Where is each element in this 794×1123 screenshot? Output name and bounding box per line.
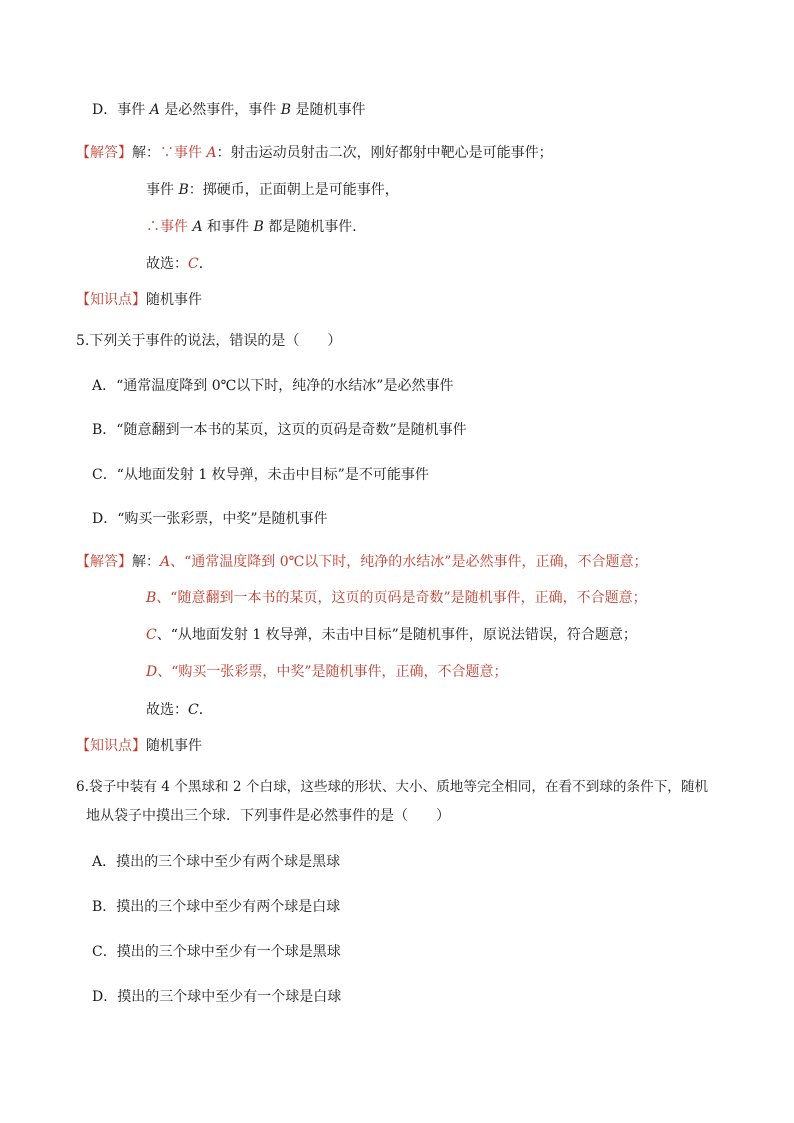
- knowledge-text: 随机事件: [146, 738, 202, 754]
- q6-option-b: B．摸出的三个球中至少有两个球是白球: [92, 899, 341, 915]
- answer-text: ：掷硬币，正面朝上是可能事件，: [188, 182, 399, 198]
- q4-answer-line-1: [76, 143, 553, 163]
- answer-text: 事件: [146, 182, 179, 198]
- answer-text: ∵事件: [160, 145, 207, 161]
- knowledge-tag: 【知识点】: [76, 292, 146, 308]
- q5-answer-line-3: [146, 625, 637, 645]
- var-b: B: [146, 590, 157, 606]
- answer-intro: 解：: [132, 554, 160, 570]
- answer-text: 和事件: [202, 219, 254, 235]
- q5-option-c: C．“从地面发射 1 枚导弹，未击中目标”是不可能事件: [92, 467, 429, 483]
- var-a: A: [206, 145, 217, 161]
- answer-text: ．: [198, 256, 213, 272]
- q6-stem-line-1: 6.袋子中装有 4 个黑球和 2 个白球，这些球的形状、大小、质地等完全相同，在看不到球的条件下，随机: [76, 779, 709, 795]
- q4-option-d: [92, 100, 365, 120]
- q4-answer-line-3: [146, 217, 366, 237]
- var-a: A: [149, 102, 160, 118]
- answer-text: 都是随机事件．: [263, 219, 367, 235]
- var-c: C: [146, 627, 157, 643]
- var-b: B: [178, 182, 189, 198]
- answer-text: 、“从地面发射 1 枚导弹，未击中目标”是随机事件，原说法错误，符合题意；: [156, 627, 637, 643]
- q5-answer-choice: [146, 700, 213, 720]
- q5-answer-line-4: [146, 662, 508, 682]
- choice-var: C: [188, 256, 199, 272]
- var-a: A: [160, 554, 171, 570]
- answer-text: ：射击运动员射击二次，刚好都射中靶心是可能事件；: [216, 145, 553, 161]
- q5-answer-line-2: [146, 588, 647, 608]
- q6-stem-line-2: 地从袋子中摸出三个球．下列事件是必然事件的是（ ）: [86, 808, 450, 824]
- var-d: D: [146, 664, 158, 680]
- answer-text: 、“随意翻到一本书的某页，这页的页码是奇数”是随机事件，正确，不合题意；: [156, 590, 647, 606]
- q5-knowledge-point: [76, 736, 202, 756]
- knowledge-tag: 【知识点】: [76, 738, 146, 754]
- answer-text: 故选：: [146, 256, 188, 272]
- q5-answer-line-1: [76, 552, 647, 572]
- answer-tag: 【解答】: [76, 554, 132, 570]
- var-b: B: [280, 102, 292, 118]
- answer-text: 、“通常温度降到 0℃以下时，纯净的水结冰”是必然事件，正确，不合题意；: [170, 554, 648, 570]
- option-label: D．事件: [92, 102, 150, 118]
- q4-answer-line-2: [146, 180, 399, 200]
- q6-option-a: A．摸出的三个球中至少有两个球是黑球: [92, 854, 341, 870]
- q5-stem: 5.下列关于事件的说法，错误的是（ ）: [76, 333, 342, 349]
- answer-text: 故选：: [146, 702, 188, 718]
- answer-text: ∴事件: [146, 219, 193, 235]
- answer-intro: 解：: [132, 145, 160, 161]
- option-text: 是随机事件: [291, 102, 366, 118]
- var-b: B: [253, 219, 264, 235]
- q5-option-a: A．“通常温度降到 0℃以下时，纯净的水结冰”是必然事件: [92, 378, 454, 394]
- choice-var: C: [188, 702, 199, 718]
- option-text: 是必然事件，事件: [159, 102, 281, 118]
- answer-text: ．: [198, 702, 213, 718]
- q5-option-b: B．“随意翻到一本书的某页，这页的页码是奇数”是随机事件: [92, 422, 467, 438]
- q5-option-d: D．“购买一张彩票，中奖”是随机事件: [92, 511, 328, 527]
- q4-answer-line-4: [146, 254, 213, 274]
- answer-text: 、“购买一张彩票，中奖”是随机事件，正确，不合题意；: [157, 664, 508, 680]
- knowledge-text: 随机事件: [146, 292, 202, 308]
- answer-tag: 【解答】: [76, 145, 132, 161]
- q6-option-d: D．摸出的三个球中至少有一个球是白球: [92, 989, 342, 1005]
- q4-knowledge-point: [76, 290, 202, 310]
- q6-option-c: C．摸出的三个球中至少有一个球是黑球: [92, 944, 341, 960]
- var-a: A: [192, 219, 203, 235]
